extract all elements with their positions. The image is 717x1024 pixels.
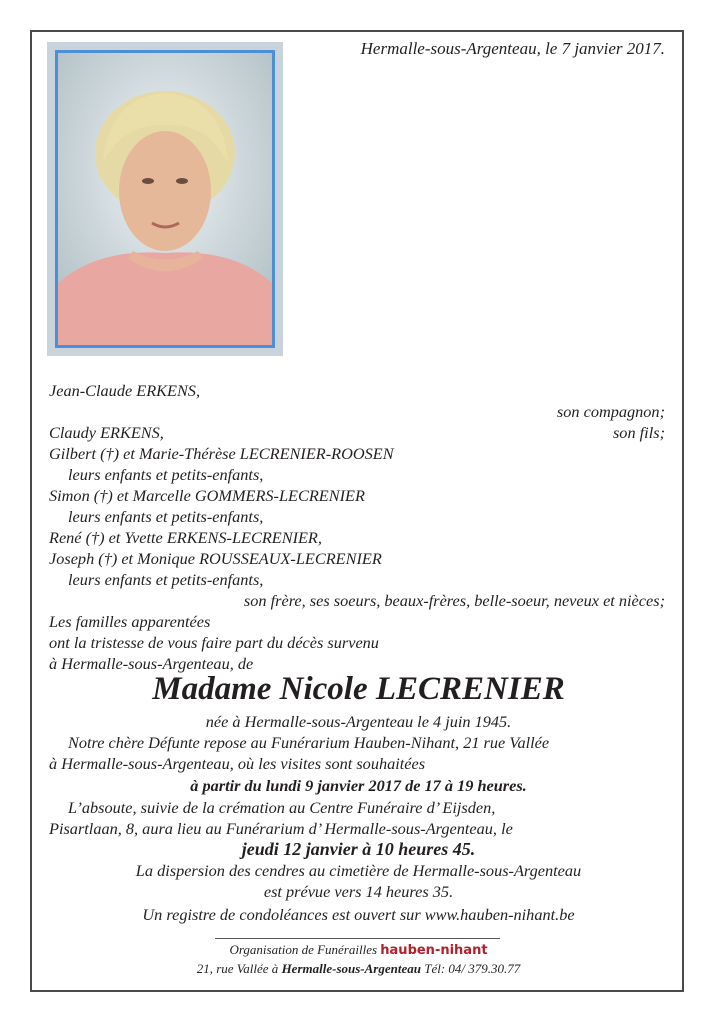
footer-organisation <box>0 942 717 958</box>
deceased-name: Madame Nicole LECRENIER <box>152 671 565 707</box>
org-prefix: Organisation de Funérailles <box>229 942 378 957</box>
family-line-5: Simon (†) et Marcelle GOMMERS-LECRENIER <box>49 486 365 505</box>
detail-line-8: est prévue vers 14 heures 35. <box>263 882 454 901</box>
detail-line-6: jeudi 12 janvier à 10 heures 45. <box>241 839 476 859</box>
footer-divider <box>215 938 500 939</box>
family-line-3: Gilbert (†) et Marie-Thérèse LECRENIER-ROOSEN <box>49 444 394 463</box>
detail-line-9: Un registre de condoléances est ouvert sur www.hauben-nihant.be <box>142 905 575 924</box>
portrait-image <box>58 53 272 345</box>
address-town: Hermalle-sous-Argenteau <box>281 961 421 976</box>
family-line-2: Claudy ERKENS, <box>49 423 164 442</box>
detail-line-5: Pisartlaan, 8, aura lieu au Funérarium d’ Hermalle-sous-Argenteau, le <box>49 819 513 838</box>
address-prefix: 21, rue Vallée à <box>196 961 279 976</box>
portrait-frame <box>55 50 275 348</box>
portrait-photo <box>47 42 283 356</box>
family-role-1: son compagnon; <box>556 402 665 421</box>
family-line-11: Les familles apparentées <box>49 612 211 631</box>
birth-line: née à Hermalle-sous-Argenteau le 4 juin 1945. <box>205 712 512 731</box>
detail-line-7: La dispersion des cendres au cimetière de Hermalle-sous-Argenteau <box>135 861 582 880</box>
footer-address <box>0 961 717 977</box>
family-line-13: à Hermalle-sous-Argenteau, de <box>49 654 254 673</box>
detail-line-3: à partir du lundi 9 janvier 2017 de 17 à 19 heures. <box>190 776 527 795</box>
family-line-10: son frère, ses soeurs, beaux-frères, belle-soeur, neveux et nièces; <box>243 591 665 610</box>
family-role-2: son fils; <box>612 423 665 442</box>
detail-line-2: à Hermalle-sous-Argenteau, où les visites sont souhaitées <box>49 754 426 773</box>
family-line-1: Jean-Claude ERKENS, <box>49 381 201 400</box>
family-line-12: ont la tristesse de vous faire part du décès survenu <box>49 633 379 652</box>
family-line-4: leurs enfants et petits-enfants, <box>68 465 264 484</box>
family-line-9: leurs enfants et petits-enfants, <box>68 570 264 589</box>
detail-line-1: Notre chère Défunte repose au Funérarium Hauben-Nihant, 21 rue Vallée <box>68 733 550 752</box>
family-line-7: René (†) et Yvette ERKENS-LECRENIER, <box>49 528 322 547</box>
brand-logo: hauben-nihant <box>380 943 488 958</box>
family-line-8: Joseph (†) et Monique ROUSSEAUX-LECRENIER <box>49 549 382 568</box>
date-line: Hermalle-sous-Argenteau, le 7 janvier 2017. <box>360 39 665 58</box>
phone-number: Tél: 04/ 379.30.77 <box>424 961 521 976</box>
detail-line-4: L’absoute, suivie de la crémation au Centre Funéraire d’ Eijsden, <box>68 798 496 817</box>
family-line-6: leurs enfants et petits-enfants, <box>68 507 264 526</box>
